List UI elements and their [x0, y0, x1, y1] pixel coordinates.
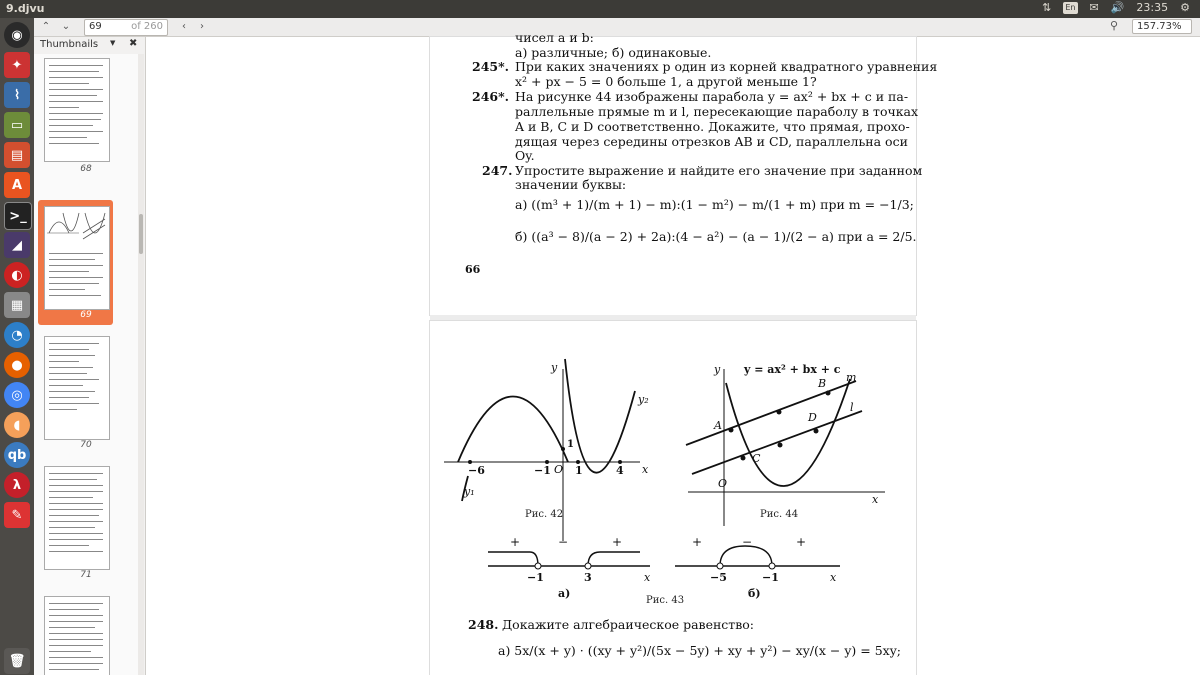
- launcher: [0, 18, 34, 675]
- text-line: значении буквы:: [515, 177, 627, 192]
- system-monitor-icon[interactable]: ⌇: [4, 82, 30, 108]
- fig42-x-label: x: [642, 463, 649, 476]
- fig43b-sign: +: [796, 535, 807, 549]
- text-line: x² + px − 5 = 0 больше 1, а другой меньше 1?: [515, 74, 817, 89]
- fig42-tick: −6: [468, 464, 485, 477]
- figure-43b: [675, 546, 840, 569]
- search-icon[interactable]: ⚲: [1109, 19, 1118, 32]
- thumbnail-page-70[interactable]: [44, 336, 110, 440]
- text-line: а) различные; б) одинаковые.: [515, 45, 712, 60]
- thumbnail-list[interactable]: [34, 54, 138, 675]
- thumbnail-label: 71: [80, 570, 92, 580]
- problem-number: 247.: [482, 163, 513, 178]
- problem-number: 246*.: [472, 89, 509, 104]
- app-red-icon[interactable]: ◐: [4, 262, 30, 288]
- volume-icon[interactable]: 🔊: [1110, 1, 1125, 14]
- thumbnail-page-68[interactable]: [44, 58, 110, 162]
- forward-button[interactable]: ›: [200, 21, 204, 32]
- firefox-icon[interactable]: ●: [4, 352, 30, 378]
- fig42-tick: 1: [567, 439, 574, 450]
- fig43a-sign: +: [510, 535, 521, 549]
- fig43a-sign: +: [612, 535, 623, 549]
- thumbnail-page-69[interactable]: [44, 206, 110, 310]
- sidebar-scrollbar[interactable]: [138, 54, 144, 675]
- fig43b-sign: +: [692, 535, 703, 549]
- disk-icon[interactable]: ▭: [4, 112, 30, 138]
- next-page-button[interactable]: ⌄: [61, 21, 71, 32]
- text-line: A и B, C и D соответственно. Докажите, что прямая, прохо-: [515, 119, 910, 134]
- files-icon[interactable]: ▤: [4, 142, 30, 168]
- figure-44: [686, 369, 885, 526]
- chromium-icon[interactable]: ◎: [4, 382, 30, 408]
- page-number: 66: [465, 263, 481, 276]
- trash-icon[interactable]: 🗑: [4, 648, 30, 674]
- inkscape-icon[interactable]: ◢: [4, 232, 30, 258]
- fig43a-sign: −: [558, 535, 569, 549]
- fig44-point-b: B: [818, 377, 827, 390]
- fig43b-x-label: x: [830, 571, 837, 584]
- network-icon[interactable]: ⇅: [1042, 1, 1052, 14]
- gear-icon[interactable]: ⚙: [1180, 1, 1190, 14]
- fig43-caption: Рис. 43: [646, 595, 685, 606]
- formula-line: а) 5x/(x + y) · ((xy + y²)/(5x − 5y) + xy + y²) − xy/(x − y) = 5xy;: [498, 643, 901, 658]
- fig42-tick: 4: [616, 464, 624, 477]
- window-title: 9.djvu: [6, 2, 45, 15]
- zoom-level-field[interactable]: 157.73%: [1132, 19, 1192, 34]
- fig44-point-d: D: [808, 411, 817, 424]
- app-lambda-icon[interactable]: λ: [4, 472, 30, 498]
- problem-number: 245*.: [472, 59, 509, 74]
- text-line: Oy.: [515, 148, 535, 163]
- clock[interactable]: 23:35: [1136, 1, 1169, 14]
- fig44-equation: y = ax² + bx + c: [744, 363, 841, 376]
- text-line: дящая через середины отрезков AB и CD, параллельна оси: [515, 134, 908, 149]
- fig42-y1-label: y₁: [464, 485, 475, 498]
- keyboard-layout-indicator[interactable]: En: [1065, 2, 1076, 12]
- app-pen-icon[interactable]: ✎: [4, 502, 30, 528]
- text-line: чисел a и b:: [515, 30, 594, 45]
- thumbnail-label: 70: [80, 440, 92, 450]
- page-total: of 260: [131, 21, 163, 32]
- scrollbar-thumb[interactable]: [139, 214, 143, 254]
- text-line: Упростите выражение и найдите его значение при заданном: [515, 163, 923, 178]
- figure-43a: [488, 552, 650, 569]
- fig42-y2-label: y₂: [638, 393, 649, 406]
- fig44-line-m: m: [846, 371, 857, 384]
- document-view[interactable]: [146, 30, 1200, 675]
- thumbnail-page-71[interactable]: [44, 466, 110, 570]
- fig42-y-label: y: [551, 361, 558, 374]
- chevron-down-icon[interactable]: ▼: [110, 39, 116, 47]
- app-orange-icon[interactable]: ◖: [4, 412, 30, 438]
- terminal-icon[interactable]: >_: [4, 202, 32, 230]
- fig43b-label: б): [748, 587, 761, 600]
- fig44-caption: Рис. 44: [760, 509, 799, 520]
- page-number-field[interactable]: [84, 19, 168, 36]
- problem-number: 248.: [468, 617, 499, 632]
- thumbnail-figure: [45, 209, 109, 249]
- fig43b-tick: −5: [710, 571, 727, 584]
- calculator-icon[interactable]: ▦: [4, 292, 30, 318]
- text-line: При каких значениях p один из корней квадратного уравнения: [515, 59, 938, 74]
- sidebar-header: [34, 37, 145, 53]
- fig42-caption: Рис. 42: [525, 509, 564, 520]
- back-button[interactable]: ‹: [182, 21, 186, 32]
- app-blue-icon[interactable]: ◔: [4, 322, 30, 348]
- thumbnail-label: 69: [80, 310, 92, 320]
- page-number-input[interactable]: 69: [89, 21, 102, 32]
- formula-line: а) ((m³ + 1)/(m + 1) − m):(1 − m²) − m/(1 + m) при m = −1/3;: [515, 197, 914, 212]
- settings-app-icon[interactable]: ✦: [4, 52, 30, 78]
- text-line: На рисунке 44 изображены парабола y = ax² + bx + c и па-: [515, 89, 909, 104]
- thumbnail-label: 68: [80, 164, 92, 174]
- previous-page-button[interactable]: ⌃: [41, 21, 51, 32]
- fig43b-tick: −1: [762, 571, 779, 584]
- text-line: Докажите алгебраическое равенство:: [502, 617, 755, 632]
- mail-icon[interactable]: ✉: [1089, 1, 1099, 14]
- dash-icon[interactable]: ◉: [4, 22, 30, 48]
- fig43a-tick: −1: [527, 571, 544, 584]
- thumbnail-page-72[interactable]: [44, 596, 110, 675]
- fig44-origin: O: [718, 477, 728, 490]
- fig42-tick: 1: [575, 464, 583, 477]
- text-line: раллельные прямые m и l, пересекающие параболу в точках: [515, 104, 919, 119]
- formula-line: б) ((a³ − 8)/(a − 2) + 2a):(4 − a²) − (a − 1)/(2 − a) при a = 2/5.: [515, 229, 917, 244]
- toolbar: [34, 18, 1200, 37]
- fig44-point-c: C: [752, 452, 761, 465]
- fig43b-sign: −: [742, 535, 753, 549]
- sidebar-title[interactable]: Thumbnails: [40, 39, 99, 50]
- fig44-x-label: x: [872, 493, 879, 506]
- qbittorrent-icon[interactable]: qb: [4, 442, 30, 468]
- fig43a-x-label: x: [644, 571, 651, 584]
- fig42-origin: O: [554, 463, 564, 476]
- indicator-area: [1042, 1, 1190, 14]
- fig42-tick: −1: [534, 464, 551, 477]
- top-panel: [0, 0, 1200, 18]
- fig43a-tick: 3: [584, 571, 592, 584]
- sidebar: [34, 37, 146, 675]
- page-67: [430, 321, 916, 675]
- software-center-icon[interactable]: A: [4, 172, 30, 198]
- fig44-y-label: y: [714, 363, 721, 376]
- fig44-line-l: l: [850, 401, 854, 414]
- close-icon[interactable]: ✖: [129, 38, 138, 49]
- page-66: [430, 30, 938, 315]
- fig43a-label: а): [558, 587, 571, 600]
- fig44-point-a: A: [714, 419, 722, 432]
